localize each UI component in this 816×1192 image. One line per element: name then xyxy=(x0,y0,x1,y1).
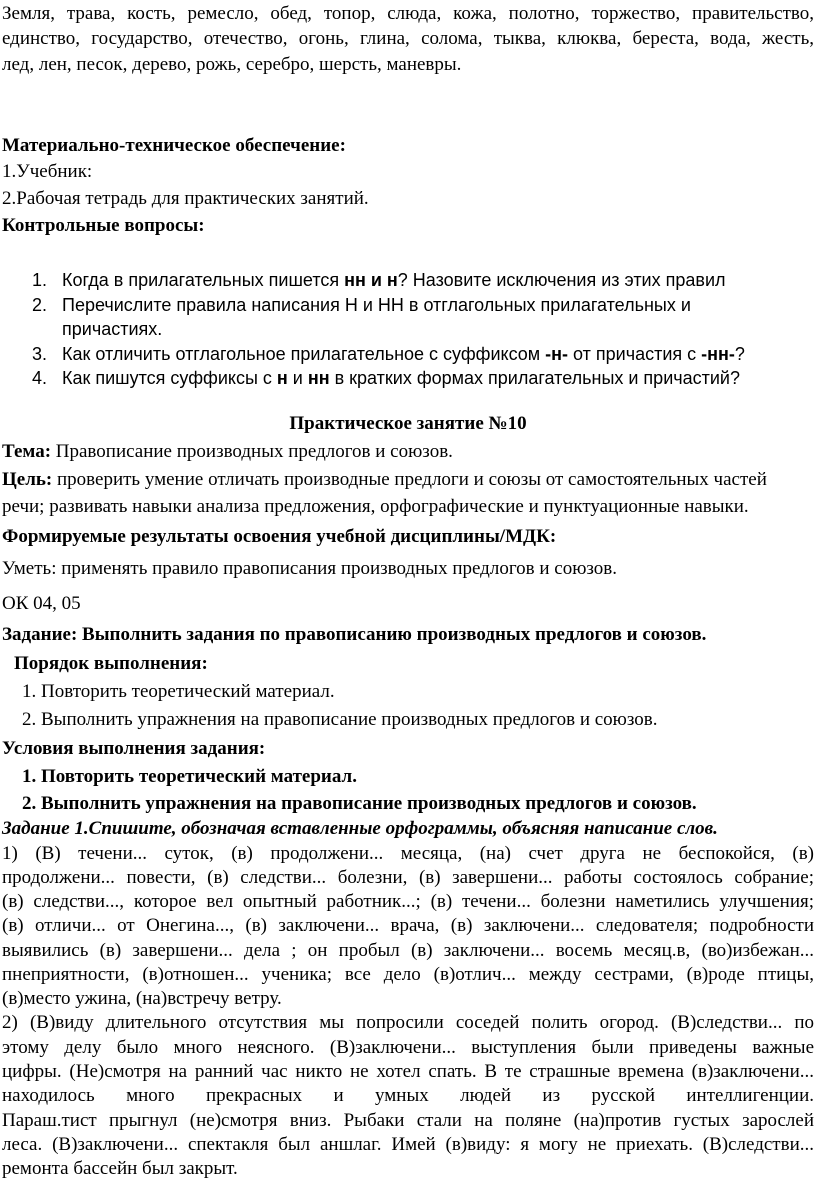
exercise-part2-line: ремонта бассейн был закрыт. xyxy=(2,1158,238,1179)
lesson-title: Практическое занятие №10 xyxy=(289,413,527,434)
order-item: 1. Повторить теоретический материал. xyxy=(22,681,335,702)
question-text: ? Назовите исключения из этих правил xyxy=(397,270,726,290)
ok-codes: ОК 04, 05 xyxy=(2,593,81,614)
exercise-part2-line: 2) (В)виду длительного отсутствия мы попросили соседей полить огород. (В)следстви... по xyxy=(2,1012,814,1033)
question-text: ? xyxy=(734,344,745,364)
exercise-heading: Задание 1.Спишите, обозначая вставленные орфограммы, объясняя написание слов. xyxy=(2,818,718,839)
exercise-part1-line: (в) следстви..., которое вел опытный работник...; (в) течени... болезни наметились улучшения; xyxy=(2,891,814,912)
question-text: Как пишутся суффиксы с xyxy=(62,368,277,388)
order-heading: Порядок выполнения: xyxy=(14,653,208,674)
skill-text: Уметь: применять правило правописания xyxy=(2,558,337,579)
lesson-goal-continued: речи; развивать навыки анализа предложения, орфографические и пунктуационные навыки. xyxy=(2,496,749,517)
question-bold: -н- xyxy=(545,344,569,364)
word-list-line: Земля, трава, кость, ремесло, обед, топор, слюда, кожа, полотно, торжество, правительство, xyxy=(2,3,814,24)
goal-text: проверить умение отличать производные предлоги и союзы от самостоятельных частей xyxy=(52,469,767,490)
question-text: в кратких формах прилагательных и причастий? xyxy=(329,368,740,388)
order-item: 2. Выполнить упражнения на правописание производных предлогов и союзов. xyxy=(22,709,658,730)
exercise-part2-line: этому делу было много неясного. (В)заключени... выступления были приведены важные xyxy=(2,1037,814,1058)
conditions-item: 1. Повторить теоретический материал. xyxy=(22,766,357,787)
lesson-topic xyxy=(2,438,453,466)
exercise-part1-line: 1) (В) течени... суток, (в) продолжени... месяца, (на) счет друга не беспокойся, (в) xyxy=(2,843,814,864)
exercise-part2-line: находилось много прекрасных и умных людей из русской интеллигенции. xyxy=(2,1085,814,1106)
exercise-part1-line: пнеприятности, (в)отношен... ученика; все дело (в)отлич... между сестрами, (в)роде птицы, xyxy=(2,964,814,985)
skill-line xyxy=(2,555,617,583)
word-list-line: единство, государство, отечество, огонь, глина, солома, тыква, клюква, береста, вода, жесть, xyxy=(2,28,814,49)
question-number: 4. xyxy=(32,368,48,388)
goal-label: Цель: xyxy=(2,469,53,490)
question-text: Когда в прилагательных пишется xyxy=(62,270,345,290)
question-text: Перечислите правила написания Н и НН в отглагольных прилагательных и xyxy=(62,295,691,315)
exercise-part1-line: выявились (в) завершени... дела ; он пробыл (в) заключени... восемь месяц.в, (во)избежан... xyxy=(2,940,814,961)
topic-text: Правописание производных предлогов и союзов. xyxy=(51,441,453,462)
materials-item: 2.Рабочая тетрадь для практических занятий. xyxy=(2,188,369,209)
lesson-goal xyxy=(2,466,767,494)
question-text: причастиях. xyxy=(62,319,163,339)
question-number: 3. xyxy=(32,344,48,364)
task-heading: Задание: Выполнить задания по правописанию производных предлогов и союзов. xyxy=(2,624,707,645)
question-bold: н xyxy=(276,368,288,388)
question-text: от причастия с xyxy=(568,344,702,364)
exercise-part1-line: (в)место ужина, (на)встречу ветру. xyxy=(2,988,282,1009)
question-bold: -нн- xyxy=(701,344,735,364)
exercise-part2-line: цифры. (Не)смотря на ранний час никто не хотел спать. В те страшные времена (в)заключени... xyxy=(2,1061,814,1082)
conditions-item: 2. Выполнить упражнения на правописание производных предлогов и союзов. xyxy=(22,793,697,814)
materials-heading: Материально-техническое обеспечение: xyxy=(2,135,346,156)
exercise-part1-line: (в) отличи... от Онегина..., (в) заключени... врача, (в) заключени... следователя; подробности xyxy=(2,915,814,936)
conditions-heading: Условия выполнения задания: xyxy=(2,738,266,759)
topic-label: Тема: xyxy=(2,441,52,462)
exercise-part1-line: продолжени... повести, (в) следстви... болезни, (в) завершени... работы состоялось собрание; xyxy=(2,867,814,888)
skill-text: производных предлогов и союзов. xyxy=(336,558,618,579)
materials-item: 1.Учебник: xyxy=(2,161,93,182)
question-bold: нн и н xyxy=(344,270,398,290)
control-questions-heading: Контрольные вопросы: xyxy=(2,215,205,236)
question-bold: нн xyxy=(307,368,330,388)
question-text: и xyxy=(287,368,308,388)
question-number: 2. xyxy=(32,295,48,315)
question-text: Как отличить отглагольное прилагательное с суффиксом xyxy=(62,344,546,364)
results-heading: Формируемые результаты освоения учебной дисциплины/МДК: xyxy=(2,526,557,547)
question-number: 1. xyxy=(32,270,48,290)
word-list-line: лед, лен, песок, дерево, рожь, серебро, шерсть, маневры. xyxy=(2,54,462,75)
exercise-part2-line: леса. (В)заключени... спектакля был аншлаг. Имей (в)виду: я могу не приехать. (В)следстви... xyxy=(2,1134,814,1155)
exercise-part2-line: Параш.тист прыгнул (не)смотря вниз. Рыбаки стали на поляне (на)против густых зарослей xyxy=(2,1110,814,1131)
